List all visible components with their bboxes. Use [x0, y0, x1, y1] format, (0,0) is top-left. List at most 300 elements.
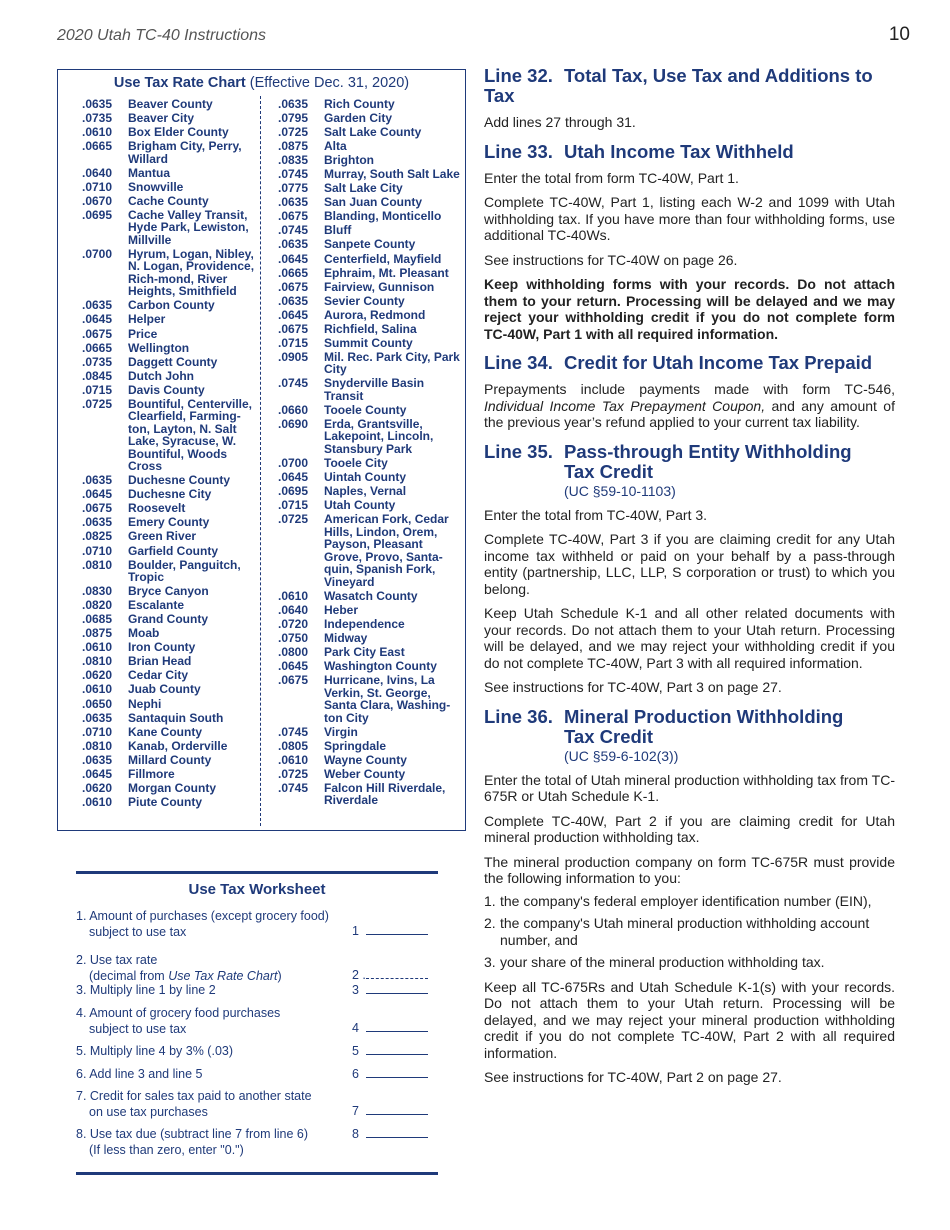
- rate-value: .0635: [278, 237, 309, 252]
- rate-row: [82, 683, 262, 696]
- rate-area: Murray, South Salt Lake: [324, 167, 460, 182]
- rate-area: Cache County: [128, 193, 209, 208]
- chart-title: [58, 75, 465, 91]
- line-text: 5. Multiply line 4 by 3% (.03): [76, 1044, 234, 1058]
- list-item: 1. the company's federal employer identification number (EIN),: [484, 892, 872, 909]
- rate-value: .0675: [82, 326, 113, 341]
- rate-value: .0610: [82, 640, 113, 655]
- line-36-citation: (UC §59-6-102(3)): [564, 747, 679, 764]
- rate-area: Grand County: [128, 612, 208, 627]
- rate-row: [82, 299, 262, 312]
- rate-area: Hyrum, Logan, Nibley, N. Logan, Providence, Rich-mond, River Heights, Smithfield: [128, 246, 255, 299]
- rate-row: [82, 248, 262, 298]
- rate-area: Davis County: [128, 382, 205, 397]
- line-number: 7: [352, 1104, 359, 1118]
- rate-area: Weber County: [324, 766, 406, 781]
- rate-area: Uintah County: [324, 470, 406, 485]
- line-text: 2. Use tax rate: [76, 953, 158, 967]
- rate-row: [82, 112, 262, 125]
- line-text: subject to use tax: [89, 1021, 187, 1036]
- rate-row: [278, 309, 464, 322]
- line-33-warning: Keep withholding forms with your records. Do not attach them to your return. Processing will be delayed and we may reject your withholding credit if you do not complete form TC-40W, Part 1 with all required information.: [484, 276, 895, 342]
- rate-row: [278, 404, 464, 417]
- line-number: 6: [352, 1067, 359, 1081]
- rate-area: Rich County: [324, 97, 395, 111]
- rate-area: Falcon Hill Riverdale, Riverdale: [324, 780, 446, 808]
- rate-row: [82, 209, 262, 247]
- rate-area: Millard County: [128, 752, 212, 767]
- rate-row: [278, 126, 464, 139]
- rate-row: [278, 660, 464, 673]
- rate-area: Box Elder County: [128, 125, 229, 140]
- rate-row: [82, 585, 262, 598]
- rate-row: [82, 768, 262, 781]
- chart-title-main: Use Tax Rate Chart: [113, 75, 246, 91]
- rate-value: .0635: [82, 710, 113, 725]
- rate-area: Utah County: [324, 498, 396, 513]
- line-34-text: Prepayments include payments made with form TC-546, Individual Income Tax Prepayment Coupon, and any amount of the previous year’s refund applied to your current tax liability.: [484, 381, 895, 430]
- rate-area: Beaver County: [128, 97, 213, 111]
- rate-row: [82, 698, 262, 711]
- list-item: 3. your share of the mineral production withholding tax.: [484, 954, 825, 970]
- line-36-p1: Enter the total of Utah mineral production withholding tax from TC-675R or Utah Schedule K-1.: [484, 771, 895, 804]
- rate-row: [82, 516, 262, 529]
- rate-row: [278, 377, 464, 402]
- rate-value: .0745: [278, 724, 309, 739]
- rate-value: .0695: [278, 484, 309, 499]
- rate-value: .0665: [82, 340, 113, 355]
- rate-value: .0665: [82, 139, 113, 154]
- line-text: Use Tax Rate Chart: [168, 968, 278, 983]
- rate-value: .0635: [82, 752, 113, 767]
- rate-area: Midway: [324, 630, 368, 645]
- rate-row: [278, 618, 464, 631]
- rate-value: .0635: [82, 298, 113, 313]
- rate-area: Snyderville Basin Transit: [324, 376, 425, 403]
- rate-value: .0645: [278, 470, 309, 485]
- rate-area: Tooele County: [324, 402, 407, 417]
- rate-area: Centerfield, Mayfield: [324, 251, 442, 266]
- rate-value: .0835: [278, 153, 309, 168]
- rate-row: [82, 599, 262, 612]
- rate-row: [82, 545, 262, 558]
- line-number: 8: [352, 1127, 359, 1141]
- rate-area: American Fork, Cedar Hills, Lindon, Orem, Payson, Pleasant Grove, Provo, Santa-quin, Spanish Fork, Vineyard: [324, 512, 449, 589]
- rate-area: Wasatch County: [324, 588, 418, 603]
- rate-area: Tooele City: [324, 456, 388, 471]
- rate-row: [278, 457, 464, 470]
- rate-value: .0725: [278, 125, 309, 140]
- rate-area: Virgin: [324, 724, 358, 739]
- rate-value: .0695: [82, 207, 113, 222]
- rate-row: [278, 351, 464, 376]
- line-36-p3: The mineral production company on form TC-675R must provide the following information to you:: [484, 853, 895, 886]
- rate-row: [278, 224, 464, 237]
- line-text: 6. Add line 3 and line 5: [76, 1067, 203, 1081]
- rate-row: [82, 655, 262, 668]
- rate-value: .0660: [278, 402, 309, 417]
- rate-value: .0715: [278, 335, 309, 350]
- rate-value: .0820: [82, 598, 113, 613]
- line-text: (decimal from: [89, 968, 169, 983]
- rate-row: [278, 499, 464, 512]
- rate-value: .0635: [82, 515, 113, 530]
- rate-area: Fillmore: [128, 766, 175, 781]
- rate-row: [82, 356, 262, 369]
- rate-area: Heber: [324, 602, 359, 617]
- rate-area: Alta: [324, 139, 347, 154]
- worksheet-title: Use Tax Worksheet: [188, 881, 326, 898]
- rate-value: .0745: [278, 376, 309, 391]
- line-number: 1: [352, 924, 359, 938]
- rate-area: Mantua: [128, 165, 170, 180]
- rate-row: [82, 195, 262, 208]
- rate-value: .0710: [82, 179, 113, 194]
- answer-field[interactable]: [366, 924, 428, 935]
- rate-row: [82, 712, 262, 725]
- rate-row: [278, 674, 464, 724]
- rate-area: Green River: [128, 529, 197, 544]
- line-32-text: Add lines 27 through 31.: [484, 114, 636, 130]
- rate-area: Wellington: [128, 340, 190, 355]
- rate-value: .0635: [278, 293, 309, 308]
- rate-value: .0635: [82, 473, 113, 488]
- rate-value: .0645: [278, 659, 309, 673]
- rate-row: [278, 98, 464, 111]
- rate-row: [82, 126, 262, 139]
- use-tax-worksheet: [76, 871, 438, 1175]
- line-35-p2: Complete TC-40W, Part 3 if you are claiming credit for any Utah income tax withheld or paid on your behalf by a pass-through entity (partnership, LLC, LLP, S corporation or trust) to which you belong.: [484, 531, 895, 597]
- rate-row: [82, 559, 262, 584]
- rate-area: Beaver City: [128, 111, 195, 126]
- rate-value: .0700: [278, 456, 309, 471]
- rate-row: [82, 398, 262, 473]
- rate-column-right: [278, 98, 464, 808]
- rate-value: .0805: [278, 738, 309, 753]
- rate-area: Duchesne County: [128, 473, 231, 488]
- line-33-p1: Enter the total from form TC-40W, Part 1.: [484, 169, 739, 186]
- line-35-p3: Keep Utah Schedule K-1 and all other related documents with your records. Do not attach them to your Utah return. Processing will be delayed, and we may reject your withholding credit if you do not complete TC-40W, Part 3 with all required information.: [484, 605, 895, 671]
- rate-row: [82, 641, 262, 654]
- rate-value: .0875: [278, 139, 309, 154]
- rate-area: Dutch John: [128, 368, 194, 383]
- line-33-heading: Line 33. Utah Income Tax Withheld: [484, 140, 794, 162]
- rate-row: [82, 782, 262, 795]
- rate-area: Richfield, Salina: [324, 321, 417, 336]
- rate-value: .0725: [82, 396, 113, 411]
- line-35-p4: See instructions for TC-40W, Part 3 on page 27.: [484, 679, 782, 695]
- rate-value: .0810: [82, 738, 113, 753]
- rate-row: [278, 238, 464, 251]
- rate-row: [82, 167, 262, 180]
- line-35-citation: (UC §59-10-1103): [564, 482, 676, 499]
- rate-value: .0640: [82, 165, 113, 180]
- rate-row: [278, 754, 464, 767]
- rate-row: [82, 796, 262, 809]
- rate-area: Summit County: [324, 335, 413, 350]
- rate-area: Iron County: [128, 640, 196, 655]
- rate-row: [278, 323, 464, 336]
- rate-area: Snowville: [128, 179, 184, 194]
- line-33-p2: Complete TC-40W, Part 1, listing each W-2 and 1099 with Utah withholding tax. If you have more than four withholding forms, use additional TC-40Ws.: [484, 194, 895, 243]
- list-item: 2. the company's Utah mineral production withholding account number, and: [484, 915, 870, 948]
- rate-value: .0645: [82, 487, 113, 502]
- rate-row: [278, 513, 464, 588]
- rate-area: Brighton: [324, 153, 374, 168]
- rate-value: .0610: [82, 125, 113, 140]
- rate-row: [278, 112, 464, 125]
- line-text: (If less than zero, enter "0."): [89, 1142, 244, 1157]
- rate-row: [278, 196, 464, 209]
- rate-value: .0735: [82, 111, 113, 126]
- rate-area: Daggett County: [128, 354, 218, 369]
- rate-value: .0620: [82, 668, 113, 683]
- rate-row: [82, 627, 262, 640]
- rate-area: Moab: [128, 626, 160, 641]
- rate-value: .0645: [82, 766, 113, 781]
- rate-value: .0745: [278, 167, 309, 182]
- rate-row: [278, 253, 464, 266]
- rate-area: Garden City: [324, 111, 393, 126]
- rate-value: .0675: [278, 673, 309, 688]
- rate-value: .0675: [278, 279, 309, 294]
- rate-area: Fairview, Gunnison: [324, 279, 435, 294]
- rate-area: Juab County: [128, 682, 201, 697]
- rate-area: Boulder, Panguitch, Tropic: [128, 557, 241, 585]
- rate-value: .0800: [278, 644, 309, 659]
- line-text: 4. Amount of grocery food purchases: [76, 1006, 281, 1020]
- rate-value: .0875: [82, 626, 113, 641]
- rate-value: .0720: [278, 616, 309, 631]
- rate-row: [278, 267, 464, 280]
- rate-area: Park City East: [324, 644, 405, 659]
- rate-row: [82, 669, 262, 682]
- rate-value: .0610: [278, 588, 309, 603]
- rate-row: [82, 613, 262, 626]
- rate-area: Sevier County: [324, 293, 405, 308]
- rate-row: [278, 590, 464, 603]
- rate-area: Ephraim, Mt. Pleasant: [324, 265, 449, 280]
- rate-value: .0610: [82, 794, 113, 809]
- line-text: 1. Amount of purchases (except grocery food): [76, 909, 329, 923]
- rate-value: .0665: [278, 265, 309, 280]
- rate-area: Independence: [324, 616, 405, 631]
- rate-row: [278, 782, 464, 807]
- rate-value: .0710: [82, 724, 113, 739]
- rate-area: Brian Head: [128, 654, 192, 669]
- rate-row: [82, 98, 262, 111]
- rate-value: .0645: [278, 251, 309, 266]
- rate-value: .0750: [278, 630, 309, 645]
- line-text: 3. Multiply line 1 by line 2: [76, 983, 216, 997]
- rate-area: Sanpete County: [324, 237, 416, 252]
- answer-field[interactable]: [366, 968, 428, 979]
- rate-value: .0745: [278, 780, 309, 795]
- line-33-p3: See instructions for TC-40W on page 26.: [484, 251, 738, 268]
- rate-area: Emery County: [128, 515, 210, 530]
- rate-area: Salt Lake City: [324, 181, 403, 196]
- rate-area: Cedar City: [128, 668, 189, 683]
- rate-value: .0640: [278, 602, 309, 617]
- rate-row: [82, 342, 262, 355]
- rate-column-left: [82, 98, 262, 810]
- rate-area: Hurricane, Ivins, La Verkin, St. George, Santa Clara, Washing-ton City: [324, 673, 451, 725]
- rate-row: [278, 168, 464, 181]
- line-36-p5: See instructions for TC-40W, Part 2 on page 27.: [484, 1069, 782, 1085]
- line-text: 8. Use tax due (subtract line 7 from line 6): [76, 1127, 309, 1141]
- line-number: 4: [352, 1021, 359, 1035]
- rate-value: .0675: [82, 501, 113, 516]
- rate-row: [82, 488, 262, 501]
- rate-row: [278, 726, 464, 739]
- rate-value: .0710: [82, 543, 113, 558]
- rate-row: [82, 502, 262, 515]
- rate-area: Piute County: [128, 794, 202, 809]
- rate-value: .0650: [82, 696, 113, 711]
- line-35-p1: Enter the total from TC-40W, Part 3.: [484, 506, 708, 523]
- rate-area: Nephi: [128, 696, 162, 711]
- rate-row: [278, 210, 464, 223]
- line-text: ): [277, 968, 282, 983]
- rate-value: .0810: [82, 654, 113, 669]
- rate-value: .0715: [278, 498, 309, 513]
- rate-value: .0675: [278, 321, 309, 336]
- rate-row: [278, 154, 464, 167]
- rate-value: .0715: [82, 382, 113, 397]
- rate-row: [278, 281, 464, 294]
- rate-area: Washington County: [324, 659, 437, 673]
- line-text: subject to use tax: [89, 924, 187, 939]
- rate-value: .0610: [82, 682, 113, 697]
- rate-area: Blanding, Monticello: [324, 209, 442, 224]
- rate-area: Duchesne City: [128, 487, 212, 502]
- instructions-column: [484, 66, 895, 1086]
- rate-area: Salt Lake County: [324, 125, 422, 140]
- rate-area: Escalante: [128, 598, 185, 613]
- rate-area: Erda, Grantsville, Lakepoint, Lincoln, Stansbury Park: [324, 416, 434, 456]
- rate-value: .0810: [82, 557, 113, 572]
- rate-area: Price: [128, 326, 158, 341]
- document-title: 2020 Utah TC-40 Instructions: [57, 27, 266, 44]
- rate-value: .0635: [278, 195, 309, 210]
- answer-field[interactable]: [366, 983, 428, 994]
- line-number: 2 .: [352, 968, 366, 982]
- rate-value: .0795: [278, 111, 309, 126]
- answer-field[interactable]: [366, 1067, 428, 1078]
- line-text: 7. Credit for sales tax paid to another state: [76, 1089, 312, 1103]
- rate-row: [278, 295, 464, 308]
- rate-row: [82, 384, 262, 397]
- rate-row: [278, 485, 464, 498]
- rate-area: Aurora, Redmond: [324, 307, 426, 322]
- rate-area: Mil. Rec. Park City, Park City: [324, 349, 460, 377]
- rate-area: Brigham City, Perry, Willard: [128, 139, 242, 166]
- rate-row: [278, 740, 464, 753]
- rate-value: .0685: [82, 612, 113, 627]
- rate-value: .0645: [278, 307, 309, 322]
- answer-field[interactable]: [366, 1104, 428, 1115]
- rate-row: [278, 182, 464, 195]
- rate-value: .0620: [82, 780, 113, 795]
- answer-field[interactable]: [366, 1021, 428, 1032]
- rate-value: .0725: [278, 766, 309, 781]
- rate-row: [82, 370, 262, 383]
- rate-area: Cache Valley Transit, Hyde Park, Lewiston, Millville: [128, 207, 249, 247]
- rate-area: Morgan County: [128, 780, 216, 795]
- line-text: on use tax purchases: [89, 1104, 208, 1119]
- page-number: 10: [888, 24, 910, 45]
- rate-value: .0905: [278, 349, 309, 364]
- rate-value: .0670: [82, 193, 113, 208]
- rate-area: Santaquin South: [128, 710, 224, 725]
- rate-value: .0635: [278, 97, 309, 111]
- rate-area: San Juan County: [324, 195, 423, 210]
- rate-row: [82, 740, 262, 753]
- line-32-heading: Line 32. Total Tax, Use Tax and Additions to Tax: [484, 65, 873, 106]
- rate-row: [278, 140, 464, 153]
- rate-area: Naples, Vernal: [324, 484, 407, 499]
- line-number: 3: [352, 983, 359, 997]
- rate-area: Carbon County: [128, 298, 215, 313]
- answer-field[interactable]: [366, 1127, 428, 1138]
- rate-value: .0610: [278, 752, 309, 767]
- rate-area: Bryce Canyon: [128, 584, 209, 599]
- rate-row: [82, 181, 262, 194]
- rate-area: Bountiful, Centerville, Clearfield, Farming-ton, Layton, N. Salt Lake, Syracuse, W. Bountiful, Woods Cross: [128, 396, 253, 474]
- rate-row: [278, 768, 464, 781]
- rate-value: .0675: [278, 209, 309, 224]
- rate-value: .0635: [82, 97, 113, 111]
- rate-area: Springdale: [324, 738, 387, 753]
- chart-title-effective: (Effective Dec. 31, 2020): [249, 75, 410, 91]
- line-number: 5: [352, 1044, 359, 1058]
- rate-row: [278, 646, 464, 659]
- rate-value: .0690: [278, 416, 309, 431]
- rate-area: Helper: [128, 312, 166, 327]
- rate-area: Garfield County: [128, 543, 219, 558]
- rate-row: [278, 632, 464, 645]
- line-35-heading: Line 35. Pass-through Entity Withholding Tax Credit: [484, 440, 852, 482]
- rate-area: Kanab, Orderville: [128, 738, 228, 753]
- rate-row: [82, 474, 262, 487]
- answer-field[interactable]: [366, 1044, 428, 1055]
- rate-area: Bluff: [324, 223, 352, 238]
- rate-row: [278, 604, 464, 617]
- rate-row: [82, 140, 262, 165]
- rate-area: Wayne County: [324, 752, 407, 767]
- rate-value: .0745: [278, 223, 309, 238]
- use-tax-rate-chart: [57, 69, 466, 831]
- rate-row: [82, 726, 262, 739]
- rate-row: [82, 754, 262, 767]
- line-36-heading: Line 36. Mineral Production Withholding Tax Credit: [484, 705, 844, 747]
- rate-value: .0645: [82, 312, 113, 327]
- rate-row: [82, 530, 262, 543]
- rate-area: Roosevelt: [128, 501, 186, 516]
- rate-row: [278, 337, 464, 350]
- line-36-p2: Complete TC-40W, Part 2 if you are claiming credit for Utah mineral production withholding tax.: [484, 812, 895, 845]
- rate-area: Kane County: [128, 724, 203, 739]
- rate-row: [82, 313, 262, 326]
- rate-value: .0825: [82, 529, 113, 544]
- rate-value: .0725: [278, 512, 309, 527]
- rate-value: .0845: [82, 368, 113, 383]
- rate-row: [82, 328, 262, 341]
- rate-value: .0700: [82, 246, 113, 261]
- rate-value: .0830: [82, 584, 113, 599]
- rate-value: .0775: [278, 181, 309, 196]
- line-34-heading: Line 34. Credit for Utah Income Tax Prepaid: [484, 352, 873, 373]
